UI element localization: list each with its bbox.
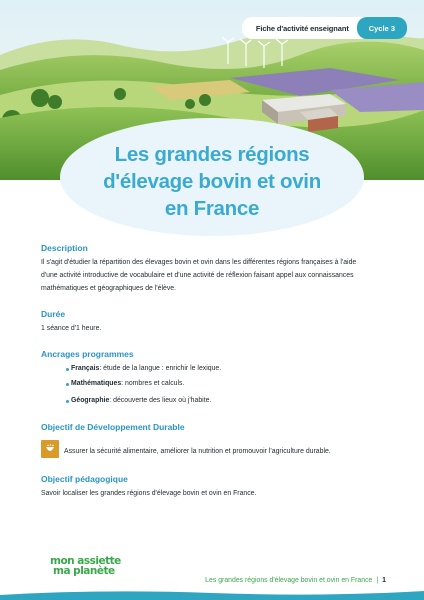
description-line-2: d'une activité introductive de vocabulaire et d'une activité de réflexion faisant appel aux connaissances (41, 272, 354, 279)
title-line-3: en France (164, 197, 260, 220)
ancrages-heading: Ancrages programmes (41, 349, 134, 359)
item-text: : nombres et calculs. (121, 380, 185, 387)
title-line-2: d'élevage bovin et ovin (103, 170, 321, 193)
logo-line-2: ma planète (53, 565, 115, 577)
objectif-heading: Objectif pédagogique (41, 474, 128, 484)
duree-heading: Durée (41, 309, 66, 319)
footer (205, 577, 386, 584)
bullet-icon (66, 400, 69, 403)
footer-title: Les grandes régions d'élevage bovin et ovin en France (205, 577, 373, 584)
list-item (66, 379, 184, 389)
footer-separator: | (376, 577, 379, 584)
page-number: 1 (382, 577, 386, 584)
odd-heading: Objectif de Développement Durable (41, 422, 185, 432)
description-text (41, 256, 386, 295)
description-line-3: mathématiques et géographiques de l'élève. (41, 285, 177, 292)
item-label: Géographie (71, 397, 110, 404)
footer-wave (0, 588, 424, 600)
bullet-icon (66, 383, 69, 386)
duree-text: 1 séance d'1 heure. (41, 325, 102, 332)
item-text: : étude de la langue : enrichir le lexique. (99, 365, 222, 372)
page-title (0, 141, 424, 222)
sdg-2-zero-hunger-icon (41, 440, 59, 458)
description-line-1: Il s'agit d'étudier la répartition des élevages bovin et ovin dans les différentes régions françaises à l'aide (41, 259, 357, 266)
doc-type-badge: Fiche d'activité enseignant (242, 17, 371, 39)
header-tags (242, 17, 407, 39)
bullet-icon (66, 368, 69, 371)
list-item (66, 364, 221, 374)
logo-line-1: mon assiette (50, 555, 121, 567)
item-label: Français (71, 365, 100, 372)
item-text: : découverte des lieux où j'habite. (109, 397, 212, 404)
list-item (66, 396, 211, 406)
cycle-badge: Cycle 3 (357, 17, 407, 39)
logo (50, 556, 121, 576)
title-line-1: Les grandes régions (114, 143, 310, 166)
odd-text: Assurer la sécurité alimentaire, améliorer la nutrition et promouvoir l'agriculture durable. (64, 448, 331, 455)
item-label: Mathématiques (71, 380, 122, 387)
objectif-text: Savoir localiser les grandes régions d'élevage bovin et ovin en France. (41, 490, 257, 497)
description-heading: Description (41, 243, 88, 253)
